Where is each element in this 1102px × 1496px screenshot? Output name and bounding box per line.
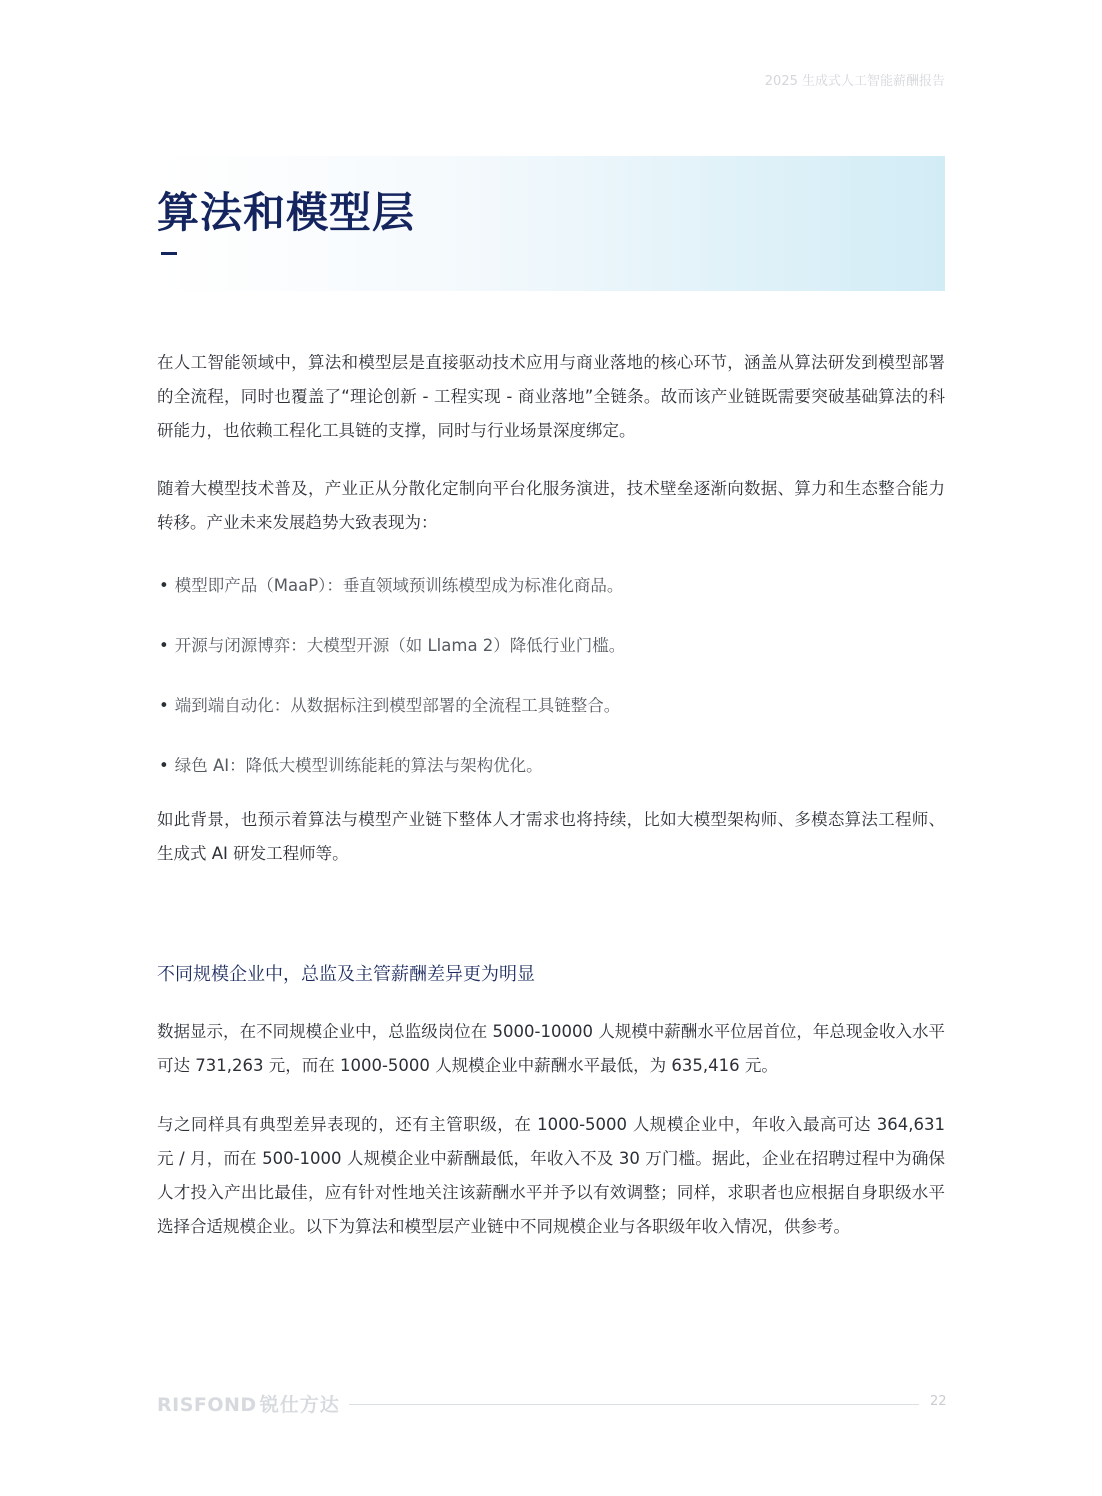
running-header: 2025 生成式人工智能薪酬报告 [764, 74, 945, 89]
bullet-dot: • [159, 636, 169, 655]
data-paragraph: 数据显示，在不同规模企业中，总监级岗位在 5000-10000 人规模中薪酬水平位居首位，年总现金收入水平可达 731,263 元，而在 1000-5000 人规模企业中薪酬水平最低，为 635,416 元。 [157, 1022, 945, 1075]
bullet-text: 模型即产品（MaaP）：垂直领域预训练模型成为标准化商品。 [174, 576, 624, 595]
supervisor-paragraph: 与之同样具有典型差异表现的，还有主管职级，在 1000-5000 人规模企业中，年收入最高可达 364,631 元 / 月，而在 500-1000 人规模企业中薪酬最低，年收入不及 30 万门槛。据此，企业在招聘过程中为确保人才投入产出比最佳，应有针对性地关注该薪酬水平并予以有效调整；同样，求职者也应根据自身职级水平选择合适规模企业。以下为算法和模型层产业链中不同规模企业与各职级年收入情况，供参考。 [157, 1115, 945, 1236]
conclusion-paragraph: 如此背景，也预示着算法与模型产业链下整体人才需求也将持续，比如大模型架构师、多模态算法工程师、生成式 AI 研发工程师等。 [157, 810, 945, 863]
bullet-text: 端到端自动化：从数据标注到模型部署的全流程工具链整合。 [174, 696, 621, 715]
bullet-item [159, 752, 543, 776]
bullet-item [159, 572, 623, 596]
trend-paragraph: 随着大模型技术普及，产业正从分散化定制向平台化服务演进，技术壁垒逐渐向数据、算力和生态整合能力转移。产业未来发展趋势大致表现为： [157, 479, 945, 532]
intro-paragraph: 在人工智能领域中，算法和模型层是直接驱动技术应用与商业落地的核心环节，涵盖从算法研发到模型部署的全流程，同时也覆盖了“理论创新 - 工程实现 - 商业落地”全链条。故而该产业链既需要突破基础算法的科研能力，也依赖工程化工具链的支撑，同时与行业场景深度绑定。 [157, 353, 945, 440]
bullet-dot: • [159, 696, 169, 715]
logo-en: RISFOND [157, 1394, 257, 1416]
bullet-dot: • [159, 756, 169, 775]
subsection-heading: 不同规模企业中，总监及主管薪酬差异更为明显 [157, 964, 535, 985]
footer-rule [349, 1404, 919, 1405]
footer-logo [157, 1390, 340, 1417]
bullet-item [159, 632, 625, 656]
logo-cn: 锐仕方达 [259, 1394, 340, 1416]
section-title: 算法和模型层 [157, 188, 416, 237]
bullet-dot: • [159, 576, 169, 595]
title-dash [161, 252, 177, 255]
page-number: 22 [930, 1394, 947, 1409]
bullet-item [159, 692, 620, 716]
bullet-text: 开源与闭源博弈：大模型开源（如 Llama 2）降低行业门槛。 [174, 636, 626, 655]
bullet-text: 绿色 AI：降低大模型训练能耗的算法与架构优化。 [174, 756, 543, 775]
